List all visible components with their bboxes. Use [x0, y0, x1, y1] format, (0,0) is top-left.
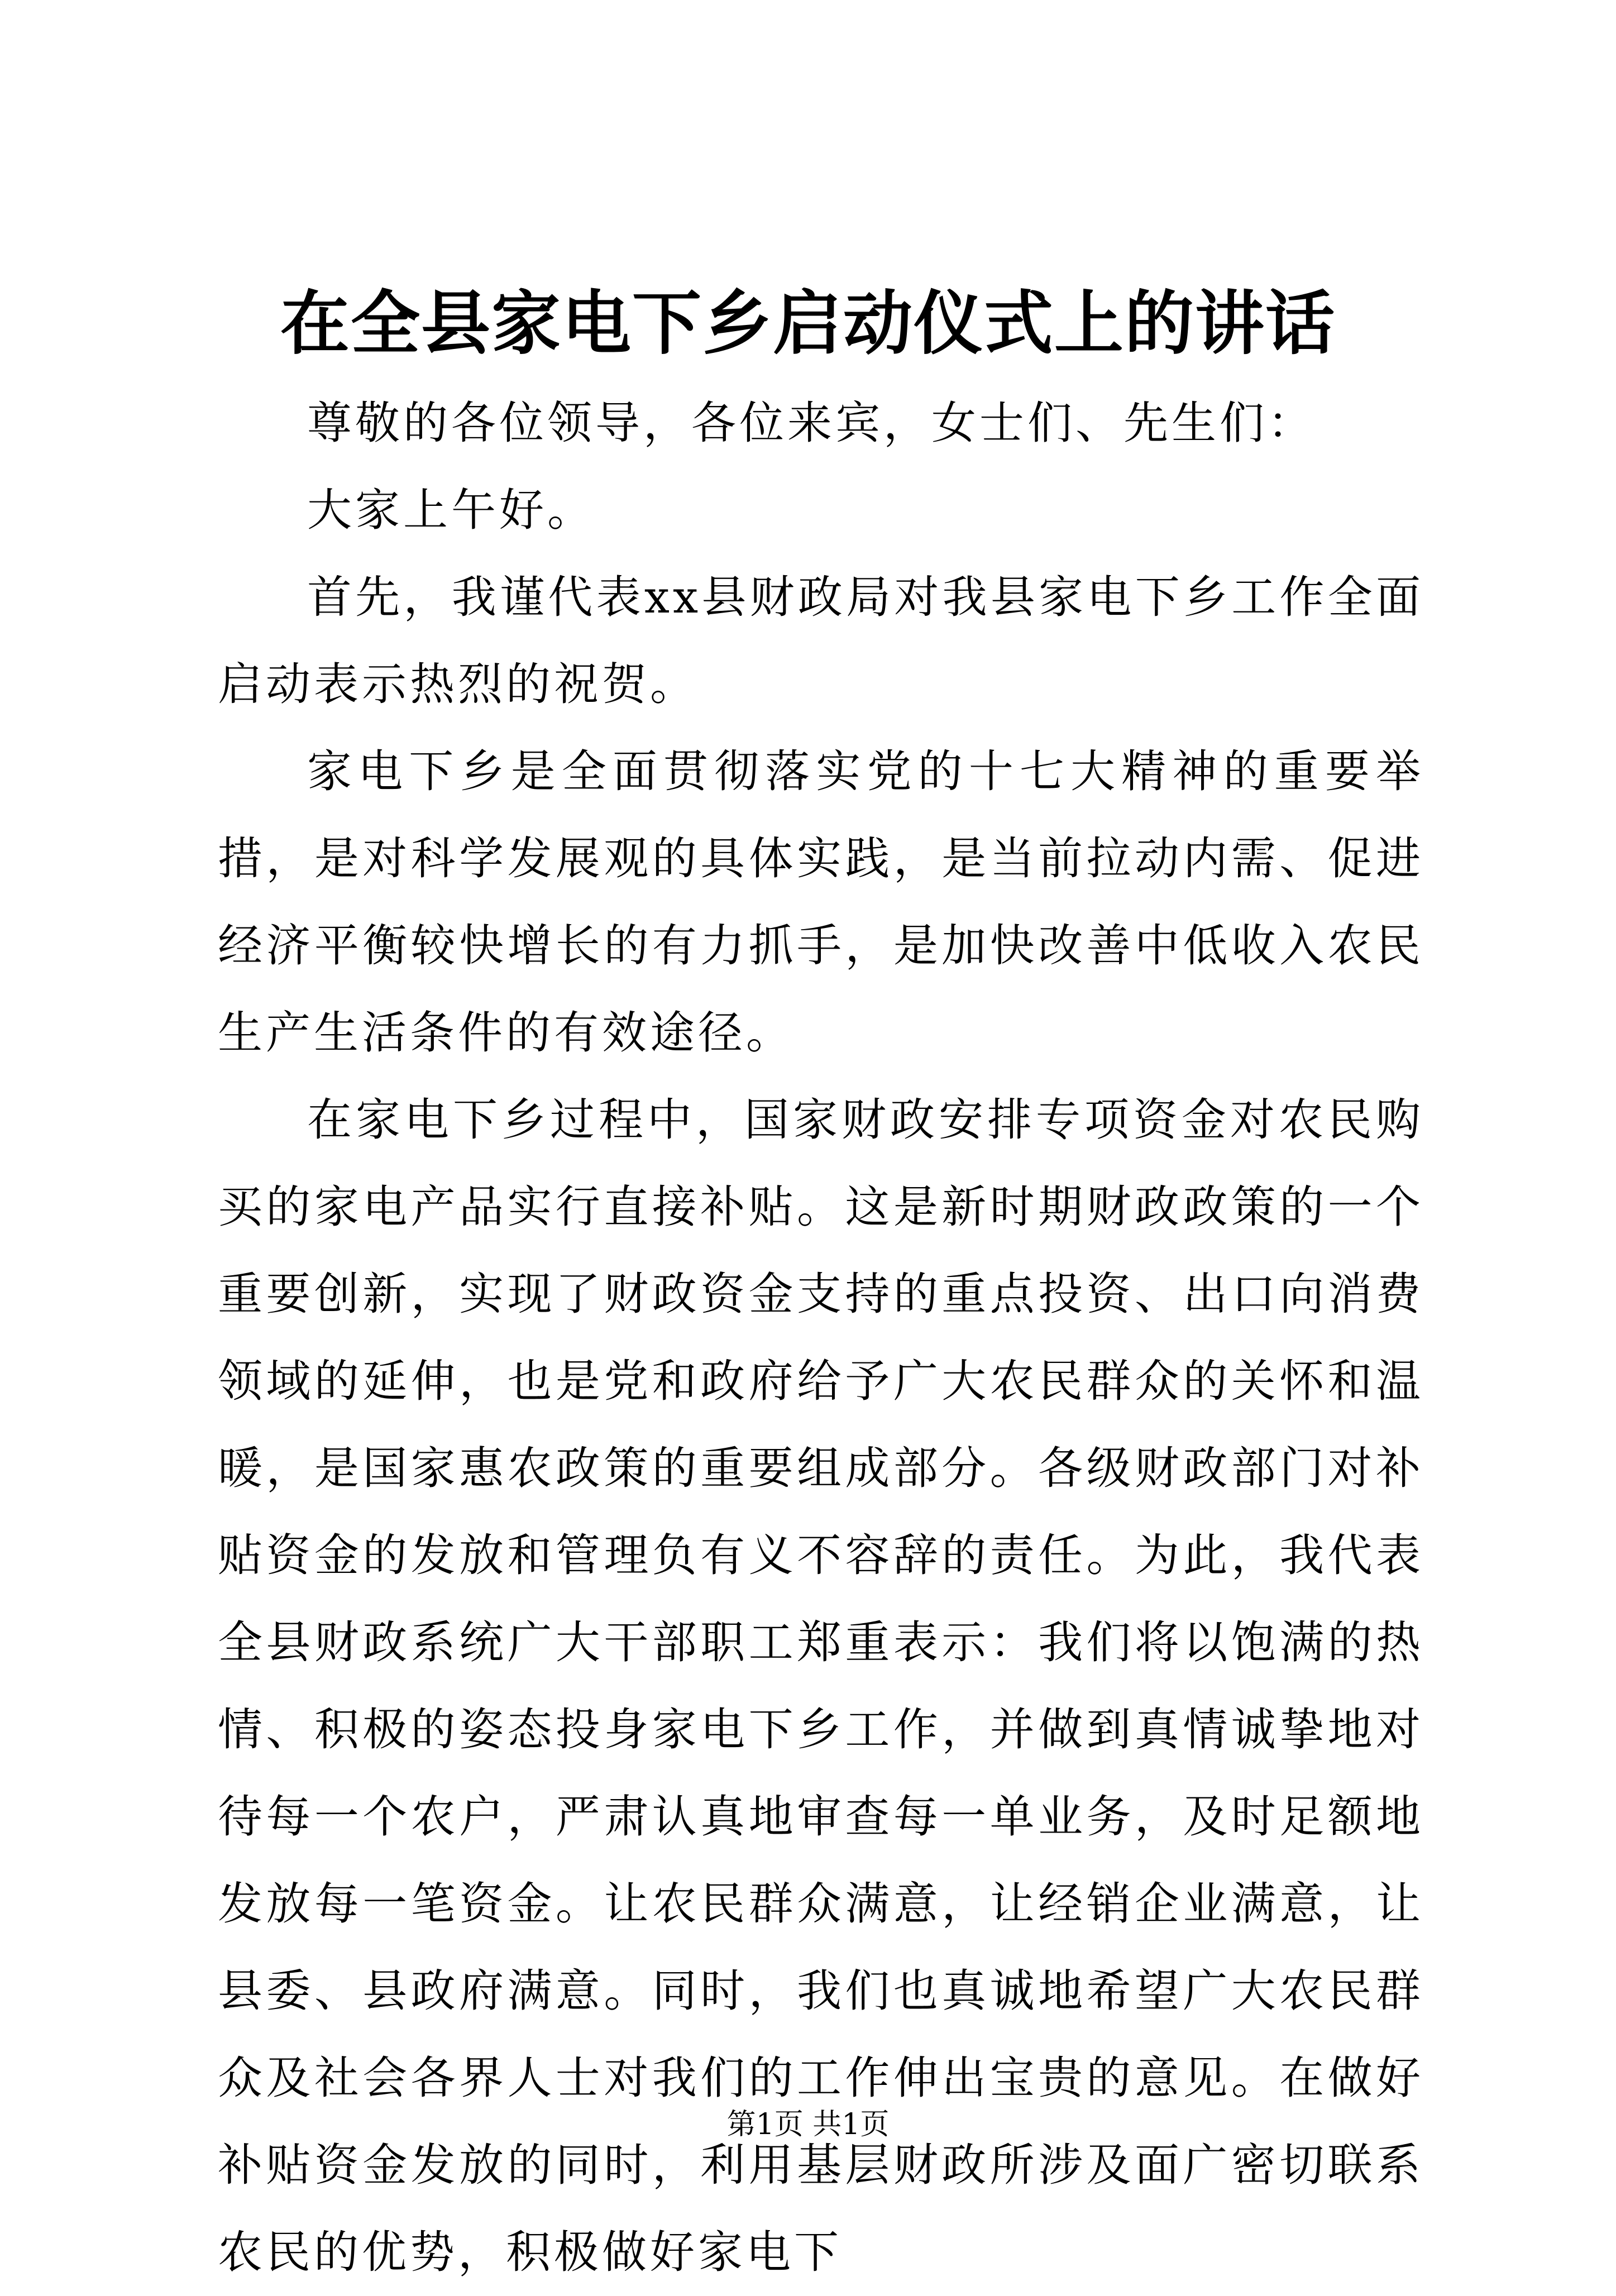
page-footer: 第1页 共1页 [726, 2108, 890, 2141]
document-title: 在全县家电下乡启动仪式上的讲话 [280, 283, 1336, 364]
greeting-paragraph: 大家上午好。 [307, 484, 595, 536]
subsidy-paragraph: 在家电下乡过程中，国家财政安排专项资金对农民购买的家电产品实行直接补贴。这是新时期财政政策的一个重要创新，实现了财政资金支持的重点投资、出口向消费领域的延伸，也是党和政府给予广大农民群众的关怀和温暖，是国家惠农政策的重要组成部分。各级财政部门对补贴资金的发放和管理负有义不容辞的责任。为此，我代表全县财政系统广大干部职工郑重表示：我们将以饱满的热情、积极的姿态投身家电下乡工作，并做到真情诚挚地对待每一个农户，严肃认真地审查每一单业务，及时足额地发放每一笔资金。让农民群众满意，让经销企业满意，让县委、县政府满意。同时，我们也真诚地希望广大农民群众及社会各界人士对我们的工作伸出宝贵的意见。在做好补贴资金发放的同时，利用基层财政所涉及面广密切联系农民的优势，积极做好家电下 [218, 1094, 1424, 2278]
congratulation-paragraph: 首先，我谨代表xx县财政局对我县家电下乡工作全面启动表示热烈的祝贺。 [218, 571, 1424, 710]
document-body [218, 380, 1424, 2296]
significance-paragraph: 家电下乡是全面贯彻落实党的十七大精神的重要举措，是对科学发展观的具体实践，是当前拉动内需、促进经济平衡较快增长的有力抓手，是加快改善中低收入农民生产生活条件的有效途径。 [218, 745, 1424, 1059]
salutation-paragraph: 尊敬的各位领导，各位来宾，女士们、先生们： [307, 397, 1316, 449]
